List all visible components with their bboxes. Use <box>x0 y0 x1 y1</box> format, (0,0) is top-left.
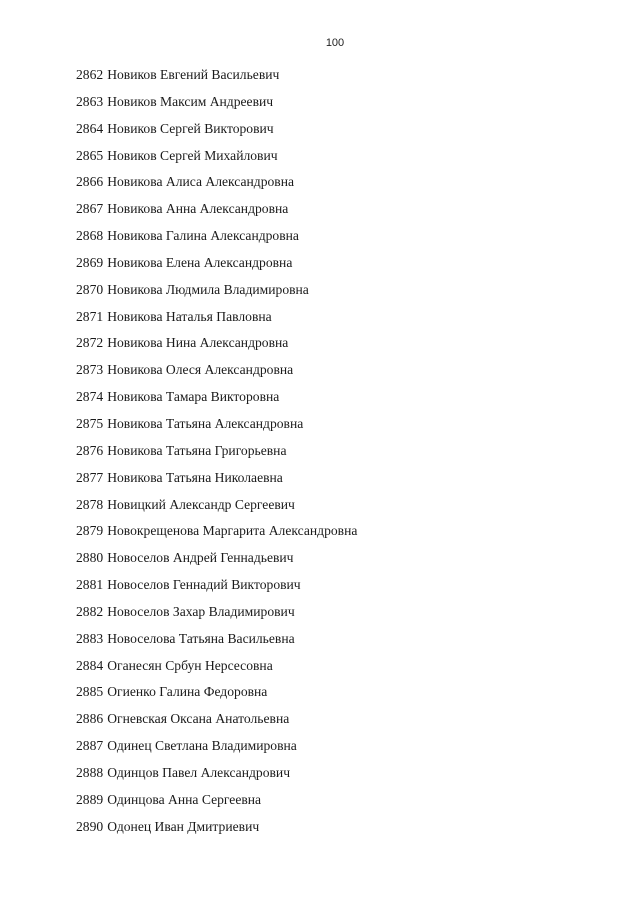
list-item <box>76 630 357 657</box>
list-item <box>76 334 357 361</box>
page-number: 100 <box>325 37 345 49</box>
entry-name: Новиков Сергей Викторович <box>107 120 274 136</box>
entry-name: Одинцова Анна Сергеевна <box>107 791 262 807</box>
entry-name: Новиков Сергей Михайлович <box>107 147 278 163</box>
list-item <box>76 657 357 684</box>
entry-number: 2869 <box>76 254 104 270</box>
entry-name: Одинцов Павел Александрович <box>107 764 291 780</box>
list-item <box>76 764 357 791</box>
list-item <box>76 710 357 737</box>
entry-name: Огневская Оксана Анатольевна <box>107 711 290 727</box>
entry-name: Новикова Людмила Владимировна <box>107 281 309 297</box>
entry-name: Новоселов Андрей Геннадьевич <box>107 550 294 566</box>
entry-name: Новикова Елена Александровна <box>107 254 293 270</box>
list-item <box>76 818 357 845</box>
entry-name: Новикова Алиса Александровна <box>107 174 295 190</box>
list-item <box>76 442 357 469</box>
list-item <box>76 227 357 254</box>
list-item <box>76 469 357 496</box>
entry-name: Новоселов Захар Владимирович <box>107 603 295 619</box>
entry-number: 2886 <box>76 711 104 727</box>
entry-number: 2873 <box>76 362 104 378</box>
entry-name: Новиков Евгений Васильевич <box>107 67 280 82</box>
entry-number: 2875 <box>76 415 104 431</box>
list-item <box>76 308 357 335</box>
list-item <box>76 120 357 147</box>
entry-name: Новикова Наталья Павловна <box>107 308 272 324</box>
entry-name: Новикова Галина Александровна <box>107 228 299 244</box>
entry-number: 2864 <box>76 120 104 136</box>
entry-number: 2877 <box>76 469 104 485</box>
entry-name: Новокрещенова Маргарита Александровна <box>107 523 358 539</box>
entry-name: Новикова Татьяна Александровна <box>107 415 304 431</box>
entry-number: 2879 <box>76 523 104 539</box>
entry-number: 2887 <box>76 738 104 754</box>
entry-name: Новикова Тамара Викторовна <box>107 389 280 405</box>
entry-name: Новицкий Александр Сергеевич <box>107 496 295 512</box>
entry-name: Одинец Светлана Владимировна <box>107 738 297 754</box>
entry-name: Оганесян Србун Нерсесовна <box>107 657 273 673</box>
entry-number: 2884 <box>76 657 104 673</box>
entry-name: Новоселова Татьяна Васильевна <box>107 630 295 646</box>
list-item <box>76 147 357 174</box>
entry-number: 2885 <box>76 684 104 700</box>
entry-number: 2882 <box>76 603 104 619</box>
list-item <box>76 200 357 227</box>
entry-number: 2870 <box>76 281 104 297</box>
list-item <box>76 66 357 93</box>
entry-number: 2862 <box>76 67 104 82</box>
entry-name: Новиков Максим Андреевич <box>107 93 274 109</box>
list-item <box>76 388 357 415</box>
entry-number: 2881 <box>76 577 104 593</box>
entry-name: Огиенко Галина Федоровна <box>107 684 268 700</box>
list-item <box>76 361 357 388</box>
list-item <box>76 496 357 523</box>
entry-number: 2890 <box>76 818 104 834</box>
entry-number: 2878 <box>76 496 104 512</box>
entry-number: 2889 <box>76 791 104 807</box>
list-item <box>76 522 357 549</box>
list-item <box>76 173 357 200</box>
entry-number: 2866 <box>76 174 104 190</box>
entry-number: 2874 <box>76 389 104 405</box>
list-item <box>76 791 357 818</box>
entry-name: Новикова Татьяна Григорьевна <box>107 442 287 458</box>
list-item <box>76 737 357 764</box>
list-item <box>76 683 357 710</box>
entry-name: Новикова Нина Александровна <box>107 335 289 351</box>
list-item <box>76 549 357 576</box>
entry-number: 2872 <box>76 335 104 351</box>
entry-name: Новоселов Геннадий Викторович <box>107 577 301 593</box>
entry-number: 2871 <box>76 308 104 324</box>
entry-number: 2867 <box>76 201 104 217</box>
entry-number: 2888 <box>76 764 104 780</box>
list-item <box>76 254 357 281</box>
entry-number: 2876 <box>76 442 104 458</box>
entry-number: 2880 <box>76 550 104 566</box>
list-item <box>76 576 357 603</box>
entry-number: 2868 <box>76 228 104 244</box>
entry-number: 2863 <box>76 93 104 109</box>
entry-name: Одонец Иван Дмитриевич <box>107 818 260 834</box>
list-item <box>76 93 357 120</box>
entry-number: 2865 <box>76 147 104 163</box>
entry-name: Новикова Олеся Александровна <box>107 362 294 378</box>
entry-name: Новикова Татьяна Николаевна <box>107 469 283 485</box>
entry-name: Новикова Анна Александровна <box>107 201 289 217</box>
entry-number: 2883 <box>76 630 104 646</box>
list-item <box>76 415 357 442</box>
list-item <box>76 603 357 630</box>
list-item <box>76 281 357 308</box>
entry-list <box>76 66 357 844</box>
